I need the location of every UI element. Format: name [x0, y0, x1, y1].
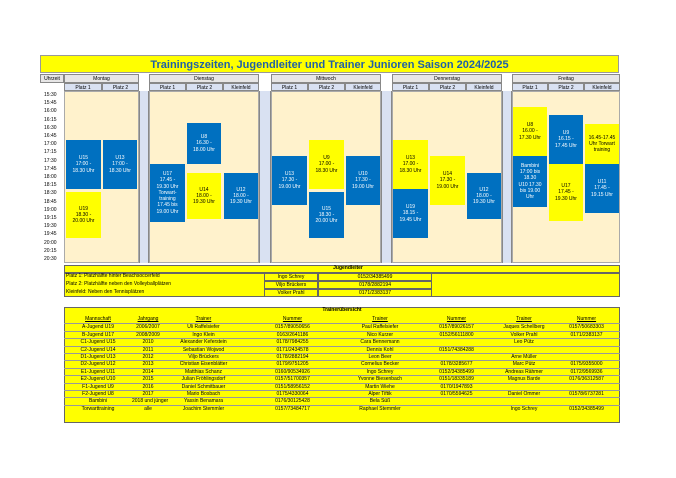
trainer-table-cell: F1-Jugend U9 [64, 383, 132, 390]
trainer-table-cell: 2011 [132, 346, 164, 353]
trainer-table-cell: Julian Fröhlingsdorf [164, 375, 243, 382]
uhrzeit-header: Uhrzeit [40, 74, 64, 83]
trainer-table-cell: 0170/1947893 [418, 383, 495, 390]
time-label: 17:00 [44, 141, 57, 148]
time-label: 20:00 [44, 239, 57, 246]
training-block-freitag-bambini-u10: Bambini 17:00 bis 18.30 U10 17.30 bis 19.00 Uhr [513, 156, 547, 207]
trainer-table-cell: Mario Bosbach [164, 390, 243, 397]
jugendleiter-heading: Jugendleiter [333, 265, 363, 271]
trainer-table-cell: Paul Raffelsiefer [342, 323, 418, 330]
trainer-table-cell: 2012 [132, 353, 164, 360]
day-header-freitag: Freitag [512, 74, 620, 83]
trainer-table-cell: 0170/5594625 [418, 390, 495, 397]
trainer-table-cell: B-Jugend U17 [64, 331, 132, 338]
training-block-mittwoch-u15: U15 18.30 - 20.00 Uhr [309, 192, 344, 238]
training-block-mittwoch-u13: U13 17.30 - 19.00 Uhr [272, 156, 307, 205]
trainer-table-cell: Martin Wiehe [342, 383, 418, 390]
trainer-column-header: Jahrgang [137, 316, 159, 322]
field-note: Kleinfeld: Neben den Tennisplätzen [66, 289, 145, 295]
trainer-table-cell [553, 346, 620, 353]
trainer-table-cell: 0157/89026157 [418, 323, 495, 330]
trainer-table-cell: 0175/9355000 [553, 360, 620, 367]
training-block-donnerstag-u19: U19 18.15 - 19.45 Uhr [393, 189, 428, 238]
training-block-dienstag-u17: U17 17.45 - 19.30 Uhr Torwart- training 17.45 bis 19.00 Uhr [150, 164, 185, 222]
training-block-montag-u13: U13 17:00 - 18.30 Uhr [103, 140, 137, 189]
trainer-table-cell: 0178/2882194 [243, 353, 342, 360]
trainer-table-cell [418, 353, 495, 360]
time-label: 19:30 [44, 223, 57, 230]
trainer-table-cell: 2013 [132, 360, 164, 367]
trainer-table-cell: Volker Prahl [495, 331, 553, 338]
trainer-table-cell: 2017 [132, 390, 164, 397]
trainer-table-cell: 0151/18335189 [418, 375, 495, 382]
field-header: Platz 1 [64, 83, 102, 91]
time-label: 17:45 [44, 165, 57, 172]
time-label: 20:30 [44, 256, 57, 262]
trainer-table-cell [418, 338, 495, 345]
jugendleiter-phone: 0178/2882194 [318, 281, 432, 289]
time-label: 19:15 [44, 215, 57, 221]
time-label: 16:15 [44, 116, 57, 123]
jugendleiter-name: Viljo Brückers [264, 281, 318, 289]
time-label: 17:15 [44, 149, 57, 156]
day-header-donnerstag: Dennerstag [392, 74, 502, 83]
trainer-table-cell: 0151/58956152 [243, 383, 342, 390]
trainer-column-header: Nummer [576, 316, 597, 322]
time-label: 18:00 [44, 174, 57, 180]
trainer-table-cell [553, 353, 620, 360]
time-label: 19:00 [44, 206, 57, 213]
trainer-column-header: Trainer [516, 316, 532, 322]
field-header: Kleinfeld [223, 83, 259, 91]
trainer-table-cell: C1-Jugend U15 [64, 338, 132, 345]
trainer-table-cell: 2008/2009 [132, 331, 164, 338]
trainer-table-cell: Marc Pütz [495, 360, 553, 367]
trainer-table-cell: Christian Eisenblätter [164, 360, 243, 367]
trainer-table-cell: 0152/34385499 [553, 405, 620, 412]
trainer-table-cell: 0171/2434578 [243, 346, 342, 353]
trainer-table-cell: Sebastian Wojwod [164, 346, 243, 353]
trainer-table-cell: Leo Pütz [495, 338, 553, 345]
trainer-table-cell: Cornelius Becker [342, 360, 418, 367]
day-header-montag: Montag [64, 74, 139, 83]
field-header: Kleinfeld [345, 83, 381, 91]
trainer-table-cell [553, 338, 620, 345]
training-block-freitag-u8: U8 16.00 - 17.30 Uhr [513, 107, 547, 156]
trainer-table-cell: A-Jugend U19 [64, 323, 132, 330]
trainer-column-header: Nummer [446, 316, 467, 322]
trainer-table-cell: Nico Kurzer [342, 331, 418, 338]
trainer-table-cell: 0175/4330064 [243, 390, 342, 397]
trainer-table-cell: Magnus Barde [495, 375, 553, 382]
trainer-table-cell [418, 405, 495, 412]
column-separator [259, 91, 271, 263]
training-block-montag-u15: U15 17:00 - 18.30 Uhr [66, 140, 101, 189]
field-header: Platz 1 [271, 83, 308, 91]
trainer-column-header: Trainer [195, 316, 212, 322]
trainer-table-cell: 0152/56111800 [418, 331, 495, 338]
day-header-mittwoch: Mittwoch [271, 74, 381, 83]
trainer-column-header: Trainer [372, 316, 388, 322]
trainer-table-cell: 2018 und jünger [132, 398, 169, 405]
trainer-table-cell: Ingo Schrey [495, 405, 553, 412]
training-block-freitag-u17: U17 17.45 - 19.30 Uhr [549, 164, 583, 221]
field-header: Platz 2 [548, 83, 584, 91]
trainer-table-cell: Uli Raffelsiefer [164, 323, 243, 330]
trainer-table-cell: Alexander Keferstein [164, 338, 243, 345]
trainer-table-cell: 0176/36312587 [553, 375, 620, 382]
time-label: 15:45 [44, 100, 57, 107]
field-header: Platz 2 [429, 83, 466, 91]
trainer-table-cell: E1-Jugend U11 [64, 368, 132, 375]
training-block-mittwoch-u9: U9 17.00 - 18.30 Uhr [309, 140, 344, 189]
training-block-dienstag-u14: U14 18.00 - 19.30 Uhr [187, 173, 221, 219]
trainer-table-cell: F2-Jugend U8 [64, 390, 132, 397]
training-block-donnerstag-u14: U14 17.30 - 19.00 Uhr [430, 156, 465, 205]
trainer-table-cell: Dennis Kohl [342, 346, 418, 353]
trainer-table-cell: C2-Jugend U14 [64, 346, 132, 353]
trainer-table-cell [553, 383, 620, 390]
time-label: 17:30 [44, 157, 57, 164]
field-note: Platz 1: Platzhälfte hinter Beachsoccerfeld [66, 273, 160, 279]
training-block-donnerstag-u12: U12 18.00 - 19.30 Uhr [467, 173, 501, 219]
field-header: Platz 1 [149, 83, 186, 91]
trainer-table-cell [495, 346, 553, 353]
jugendleiter-name: Ingo Schrey [264, 273, 318, 281]
trainer-table-cell: 0176/30125428 [243, 397, 342, 404]
trainer-table-cell: Torwarttraining [64, 405, 132, 412]
trainer-table-cell: D1-Jugend U13 [64, 353, 132, 360]
field-header: Platz 2 [308, 83, 345, 91]
field-header: Platz 2 [102, 83, 139, 91]
trainer-table-cell: 0171/2383137 [553, 331, 620, 338]
jugendleiter-phone: 0171/2383137 [318, 289, 432, 297]
trainer-table-cell [418, 397, 495, 404]
time-label: 16:00 [44, 108, 57, 115]
time-label: 18:15 [44, 182, 57, 189]
trainer-table-cell: 0157/50683303 [553, 323, 620, 330]
trainer-table-cell: alle [132, 405, 164, 412]
trainer-table-cell: Matthias Schanz [164, 368, 243, 375]
jugendleiter-name: Volker Prahl [264, 289, 318, 297]
trainer-table-cell: D2-Jugend U12 [64, 360, 132, 367]
time-label: 18:30 [44, 190, 57, 197]
field-header: Platz 1 [392, 83, 429, 91]
trainer-table-cell: Andreas Rähmer [495, 368, 553, 375]
trainer-column-header: Nummer [282, 316, 303, 322]
training-block-dienstag-u12: U12 18.00 - 19.30 Uhr [224, 173, 258, 219]
trainer-table-cell: Viljo Brückers [164, 353, 243, 360]
trainer-column-header: Mannschaft [85, 316, 111, 322]
time-label: 20:15 [44, 247, 57, 254]
day-header-dienstag: Dienstag [149, 74, 259, 83]
trainer-table-cell: E2-Jugend U10 [64, 375, 132, 382]
time-label: 18:45 [44, 198, 57, 205]
trainer-table-cell: 0157/51700357 [243, 375, 342, 382]
trainer-table-cell [495, 397, 553, 404]
trainer-table-cell: 0157/89050656 [243, 323, 342, 330]
trainer-table-cell: 0151/74384288 [418, 346, 495, 353]
trainer-table-cell: 0157/73484717 [243, 405, 342, 412]
column-separator [381, 91, 392, 263]
trainer-table-cell: 0179/9751205 [243, 360, 342, 367]
trainer-table-cell: Bambini [64, 397, 132, 404]
trainer-table-cell: 2010 [132, 338, 164, 345]
jugendleiter-phone: 0152/34385499 [318, 273, 432, 281]
training-block-donnerstag-u13: U13 17.00 - 18.30 Uhr [393, 140, 428, 189]
trainer-table-cell: 0172/9569936 [553, 368, 620, 375]
trainer-table-cell [553, 397, 620, 404]
time-label: 16:45 [44, 133, 57, 139]
trainer-table-cell: Raphael Stemmler [342, 405, 418, 412]
training-block-mittwoch-u10: U10 17.30 - 19.00 Uhr [346, 156, 380, 205]
training-block-freitag-u9: U9 16.15 - 17.45 Uhr [549, 115, 583, 164]
trainer-table-cell: Daniel Ommer [495, 390, 553, 397]
trainer-table-cell: 2014 [132, 368, 164, 375]
trainer-table-cell: 0152/34385499 [418, 368, 495, 375]
trainer-table-cell: Yassin Benamara [164, 397, 243, 404]
field-header: Kleinfeld [584, 83, 620, 91]
trainer-table-cell: Cara Bennemann [342, 338, 418, 345]
trainer-table-cell: 2016 [132, 383, 164, 390]
page-title: Trainingszeiten, Jugendleiter und Trainer Junioren Saison 2024/2025 [40, 55, 619, 73]
field-header: Kleinfeld [466, 83, 502, 91]
trainer-table-cell: 0178/3285677 [418, 360, 495, 367]
trainer-table-cell: Arne Müller [495, 353, 553, 360]
trainer-table-cell: 0163/2641186 [243, 331, 342, 338]
field-note: Platz 2: Platzhälfte neben den Volleyballplätzen [66, 281, 172, 287]
trainer-table-cell: 2006/2007 [132, 323, 164, 330]
time-label: 15:30 [44, 92, 57, 98]
trainer-table-cell: Ingo Schrey [342, 368, 418, 375]
field-header: Platz 2 [186, 83, 223, 91]
trainer-table-cell: Daniel Schmitbauer [164, 383, 243, 390]
field-header: Platz 1 [512, 83, 548, 91]
trainer-table-cell: 0160/90534926 [243, 368, 342, 375]
column-separator [502, 91, 512, 263]
column-separator [139, 91, 149, 263]
trainer-table-cell: Jaques Schellberg [495, 323, 553, 330]
trainer-overview-heading: Trainerübersicht [322, 307, 362, 313]
trainer-table-cell: Leon Beer [342, 353, 418, 360]
trainer-table-cell: Alper Tiftik [342, 390, 418, 397]
trainer-table-cell: Ingo Klein [164, 331, 243, 338]
training-block-freitag-u11: U11 17.45 - 19.15 Uhr [585, 164, 619, 213]
training-block-dienstag-u8: U8 16.30 - 18.00 Uhr [187, 123, 221, 164]
training-block-montag-u19: U19 18.30 - 20.00 Uhr [66, 192, 101, 238]
trainer-table-cell: 01578/6737281 [553, 390, 620, 397]
trainer-table-cell: 2015 [132, 375, 164, 382]
training-block-freitag-torwart: 16.45-17.45 Uhr Torwart training [585, 124, 619, 164]
trainer-table-cell: Bela Süß [342, 397, 418, 404]
trainer-table-cell: 0178/7984255 [243, 338, 342, 345]
time-label: 19:45 [44, 231, 57, 238]
trainer-table-cell: Joachim Stemmler [164, 405, 243, 412]
time-label: 16:30 [44, 124, 57, 131]
trainer-table-cell: Yvonne Biesenbach [342, 375, 418, 382]
trainer-table-cell [495, 383, 553, 390]
